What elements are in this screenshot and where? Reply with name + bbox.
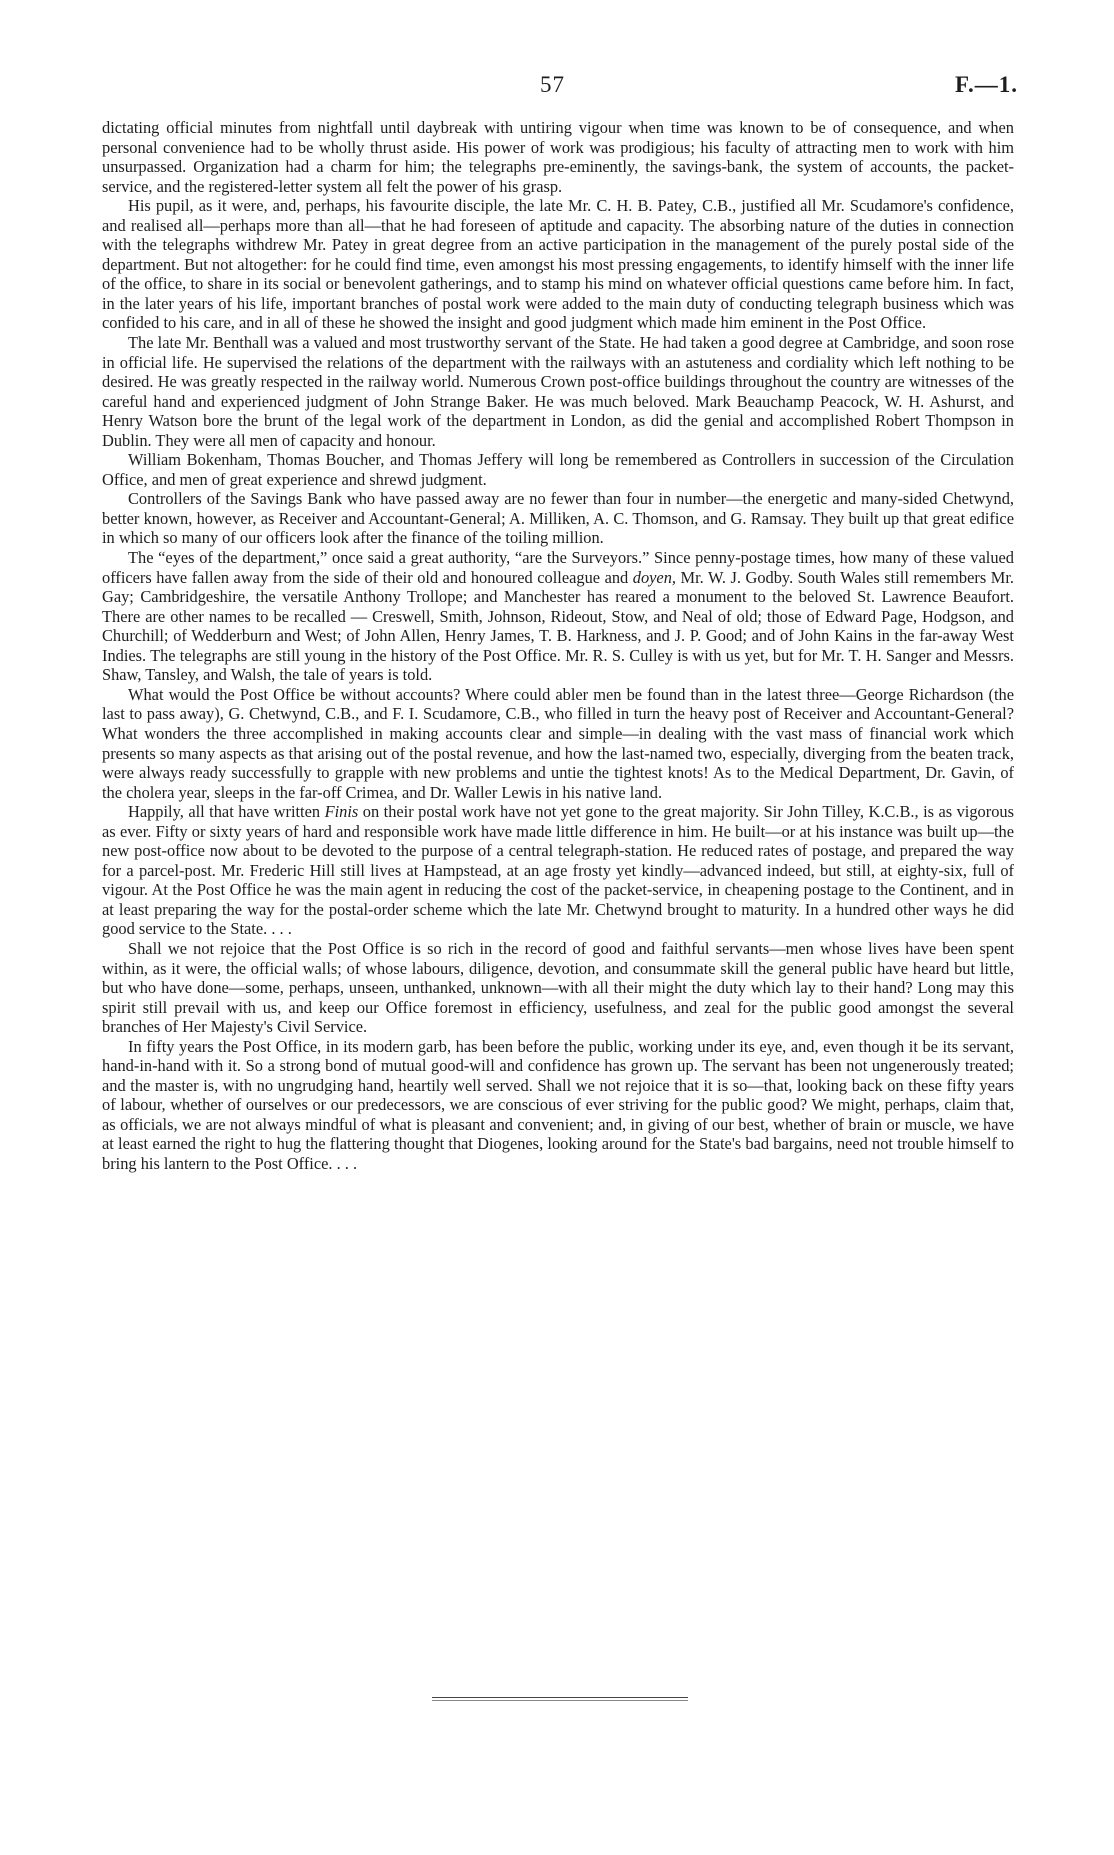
- page-header: [0, 72, 1114, 102]
- paragraph-controllers-circulation: William Bokenham, Thomas Boucher, and Thomas Jeffery will long be remembered as Controllers in succession of the Circulation Office, and men of great experience and shrewd judgment.: [102, 450, 1014, 489]
- page-number: 57: [540, 72, 565, 97]
- paragraph-scudamore: dictating official minutes from nightfall until daybreak with untiring vigour when time was known to be of consequence, and when personal convenience had to be wholly thrust aside. His power of work was prodigious; his faculty of attracting men to work with him unsurpassed. Organization had a charm for him; the telegraphs pre-eminently, the savings-bank, the system of accounts, the packet-service, and the registered-letter system all felt the power of his grasp.: [102, 118, 1014, 196]
- paragraph-savings-bank: Controllers of the Savings Bank who have passed away are no fewer than four in number—the energetic and many-sided Chetwynd, better known, however, as Receiver and Accountant-General; A. Milliken, A. C. Thomson, and G. Ramsay. They built up that great edifice in which so many of our officers look after the finance of the toiling million.: [102, 489, 1014, 548]
- paragraph-happily: [102, 802, 1014, 939]
- paragraph-fifty-years: In fifty years the Post Office, in its modern garb, has been before the public, working under its eye, and, even though it be its servant, hand-in-hand with it. So a strong bond of mutual good-will and confidence has grown up. The servant has been not ungenerously treated; and the master is, with no ungrudging hand, heartily well served. Shall we not rejoice that it is so—that, looking back on these fifty years of labour, whether of ourselves or our predecessors, we are conscious of ever striving for the public good? We might, perhaps, claim that, as officials, we are not always mindful of what is pleasant and convenient; and, in giving of our best, whether of brain or muscle, we have at least earned the right to hug the flattering thought that Diogenes, looking around for the State's bad bargains, need not trouble himself to bring his lantern to the Post Office. . . .: [102, 1036, 1014, 1173]
- happily-text-end: on their postal work have not yet gone to the great majority. Sir John Tilley, K.C.B., is as vigorous as ever. Fifty or sixty years of hard and responsible work have made little difference in him. He built—or at his instance was built up—the new post-office now about to be devoted to the purpose of a central telegraph-station. He reduced rates of postage, and prepared the way for a parcel-post. Mr. Frederic Hill still lives at Hampstead, at an age frosty yet kindly—advanced indeed, but still, at eighty-six, full of vigour. At the Post Office he was the main agent in reducing the cost of the packet-service, in cheapening postage to the Continent, and in at least preparing the way for the postal-order scheme which the late Mr. Chetwynd brought to maturity. In a hundred other ways he did good service to the State. . . .: [102, 802, 1014, 939]
- doyen-italic: doyen,: [632, 567, 676, 587]
- article-body: [102, 118, 1014, 1174]
- paragraph-benthall: The late Mr. Benthall was a valued and most trustworthy servant of the State. He had taken a good degree at Cambridge, and soon rose in official life. He supervised the relations of the department with the railways with an astuteness and cordiality which left nothing to be desired. He was greatly respected in the railway world. Numerous Crown post-office buildings throughout the country are witnesses of the careful hand and experienced judgment of John Strange Baker. He was much beloved. Mark Beauchamp Peacock, W. H. Ashurst, and Henry Watson bore the brunt of the legal work of the department in London, as did the genial and accomplished Robert Thompson in Dublin. They were all men of capacity and honour.: [102, 333, 1014, 450]
- happily-text-start: Happily, all that have written: [128, 802, 321, 822]
- finis-italic: Finis: [324, 802, 359, 822]
- paragraph-surveyors: [102, 548, 1014, 685]
- paragraph-accounts: What would the Post Office be without accounts? Where could abler men be found than in the latest three—George Richardson (the last to pass away), G. Chetwynd, C.B., and F. I. Scudamore, C.B., who filled in turn the heavy post of Receiver and Accountant-General? What wonders the three accomplished in making accounts clear and simple—in dealing with the vast mass of financial work which presents so many aspects as that arising out of the postal revenue, and how the last-named two, especially, diverging from the beaten track, were always ready successfully to grapple with new problems and untie the tightest knots! As to the Medical Department, Dr. Gavin, of the cholera year, sleeps in the far-off Crimea, and Dr. Waller Lewis in his native land.: [102, 684, 1014, 802]
- surveyors-text-start: The “eyes of the department,” once said a great authority, “are the Surveyors.” Since penny-postage times, how many of these valued officers have fallen away from the side of their old and honoured colleague and: [102, 548, 1014, 587]
- surveyors-text-end: Mr. W. J. Godby. South Wales still remembers Mr. Gay; Cambridgeshire, the versatile Anthony Trollope; and Manchester has reared a monument to the beloved St. Lawrence Beaufort. There are other names to be recalled — Creswell, Smith, Johnson, Rideout, Stow, and Neal of old; those of Edward Page, Hodgson, and Churchill; of Wedderburn and West; of John Allen, Henry James, T. B. Harkness, and J. P. Good; and of John Kains in the far-away West Indies. The telegraphs are still young in the history of the Post Office. Mr. R. S. Culley is with us yet, but for Mr. T. H. Sanger and Messrs. Shaw, Tansley, and Walsh, the tale of years is told.: [102, 567, 1014, 685]
- paragraph-rejoice: Shall we not rejoice that the Post Office is so rich in the record of good and faithful servants—men whose lives have been spent within, as it were, the official walls; of whose labours, diligence, devotion, and consummate skill the general public have heard but little, but who have done—some, perhaps, unseen, unthanked, unknown—with all their might the duty which lay to their hand? Long may this spirit still prevail with us, and keep our Office foremost in efficiency, usefulness, and zeal for the public good amongst the several branches of Her Majesty's Civil Service.: [102, 938, 1014, 1037]
- document-reference: F.—1.: [955, 72, 1018, 97]
- paragraph-patey: His pupil, as it were, and, perhaps, his favourite disciple, the late Mr. C. H. B. Patey, C.B., justified all Mr. Scudamore's confidence, and realised all—perhaps more than all—that he had foreseen of aptitude and capacity. The absorbing nature of the duties in connection with the telegraphs withdrew Mr. Patey in great degree from an active participation in the management of the purely postal side of the department. But not altogether: for he could find time, even amongst his most pressing engagements, to identify himself with the inner life of the office, to share in its social or benevolent gatherings, and to stamp his mind on whatever official questions came before him. In fact, in the later years of his life, important branches of postal work were added to the main duty of conducting telegraph business which was confided to his care, and in all of these he showed the insight and good judgment which made him eminent in the Post Office.: [102, 196, 1014, 333]
- closing-rule: [432, 1697, 688, 1698]
